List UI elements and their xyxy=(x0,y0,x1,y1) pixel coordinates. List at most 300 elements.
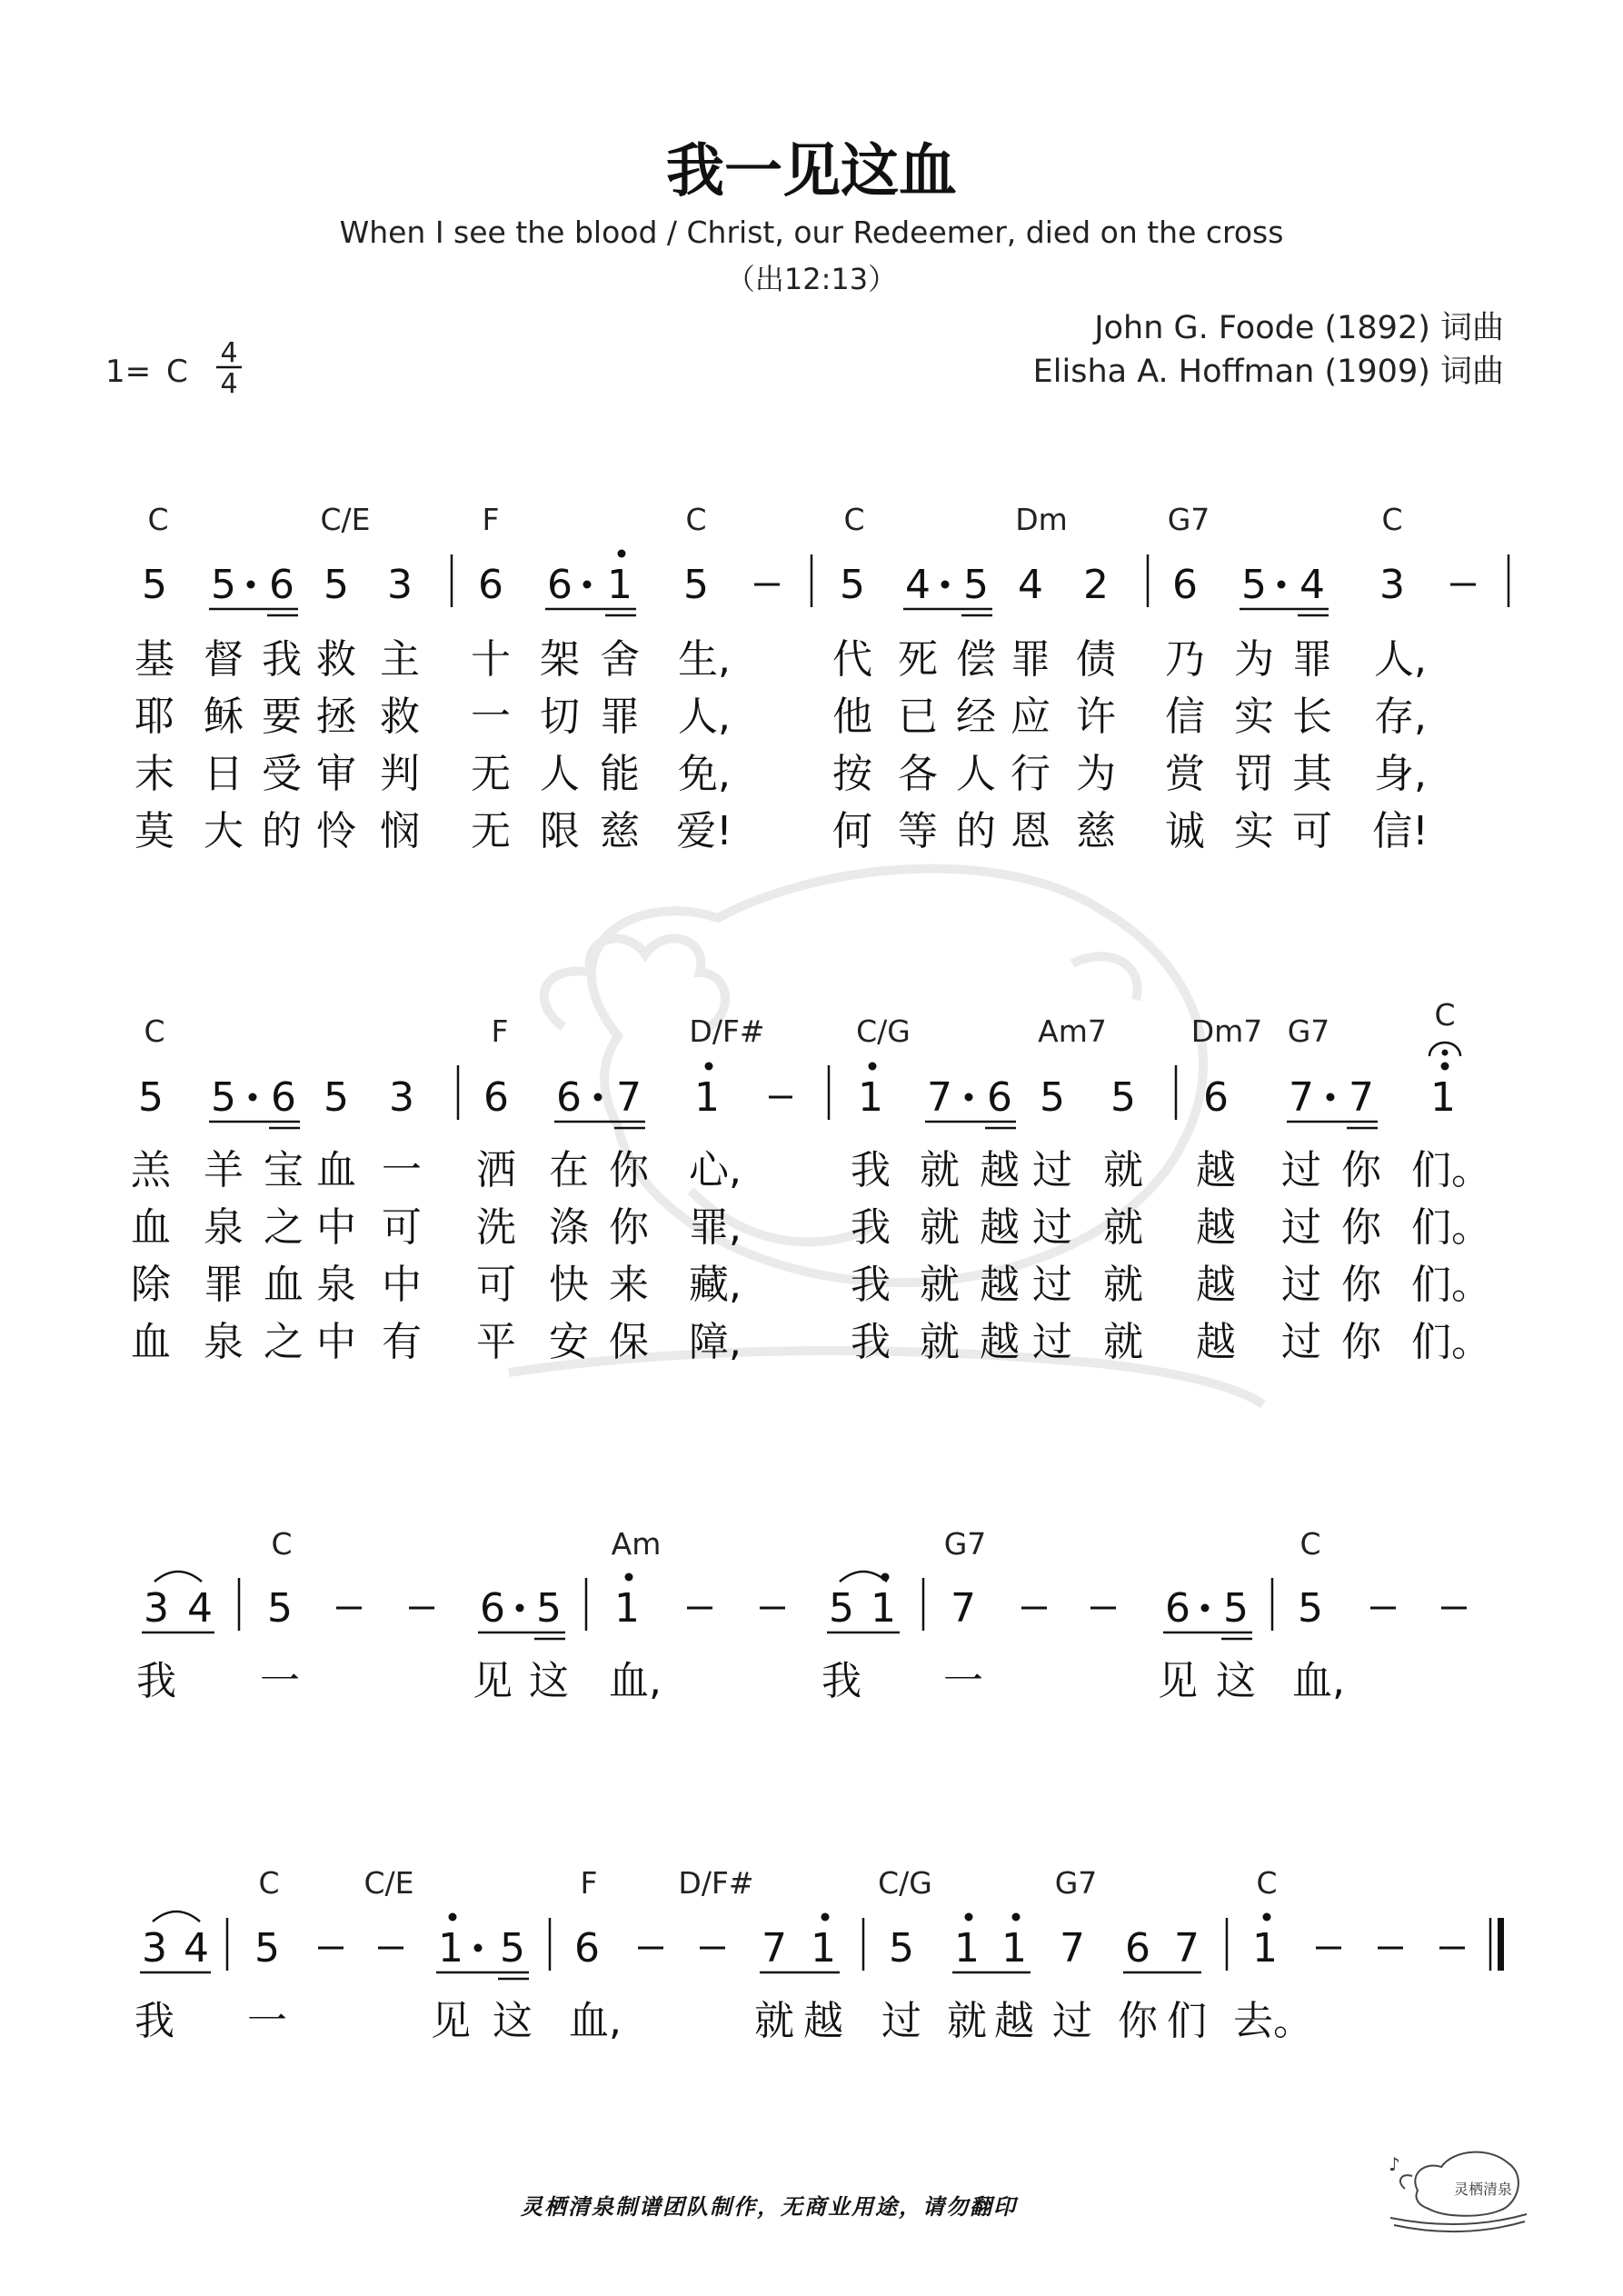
lyric-char: 许 xyxy=(1076,694,1116,740)
lyric-char: 诚 xyxy=(1165,808,1205,854)
lyric-char: 为 xyxy=(1234,636,1274,683)
chord-symbol: C xyxy=(144,1013,165,1049)
lyric-char: 就 xyxy=(754,1998,794,2044)
augmentation-dot xyxy=(247,581,255,589)
high-octave-dot xyxy=(705,1063,713,1071)
lyric-char: 来 xyxy=(609,1262,649,1308)
chord-symbol: C xyxy=(271,1526,293,1562)
lyric-char: 越 xyxy=(1196,1147,1236,1193)
lyric-char: 中 xyxy=(316,1204,356,1251)
augmentation-dot xyxy=(1327,1093,1335,1102)
chord-symbol: Am xyxy=(611,1526,662,1562)
note: 5 xyxy=(1223,1585,1249,1632)
lyric-char: 越 xyxy=(803,1998,843,2044)
lyric-char: 督 xyxy=(204,636,244,683)
chord-symbol: C xyxy=(1381,502,1403,537)
lyric-char: 心, xyxy=(689,1147,742,1193)
lyric-char: 主 xyxy=(380,636,420,683)
lyric-char: 见 xyxy=(473,1658,513,1704)
augmentation-dot xyxy=(1278,581,1286,589)
lyric-char: 我 xyxy=(134,1998,174,2044)
lyric-char: 债 xyxy=(1076,636,1116,683)
lyric-char: 安 xyxy=(549,1319,589,1365)
footer-notice: 灵栖清泉制谱团队制作，无商业用途，请勿翻印 xyxy=(521,2194,1017,2220)
chord-row-1 xyxy=(147,502,1402,537)
lyric-char: 过 xyxy=(1281,1204,1321,1251)
lyric-char: 末 xyxy=(134,751,174,797)
note: 5 xyxy=(683,562,709,608)
note: 5 xyxy=(324,562,349,608)
note: 4 xyxy=(184,1925,209,1972)
key-tonic: C xyxy=(166,354,188,390)
lyric-char: 代 xyxy=(832,636,872,683)
note: 1 xyxy=(1430,1074,1456,1121)
note: 1 xyxy=(858,1074,883,1121)
note: 6 xyxy=(478,562,503,608)
lyric-char: 罪 xyxy=(204,1262,244,1308)
note: 5 xyxy=(142,562,167,608)
lyric-char: 过 xyxy=(1052,1998,1092,2044)
lyric-char: 耶 xyxy=(134,694,174,740)
chord-symbol: Dm7 xyxy=(1190,1013,1263,1049)
chord-symbol: C xyxy=(147,502,169,537)
note: 5 xyxy=(500,1925,525,1972)
lyric-char: 我 xyxy=(262,636,302,683)
lyric-char: 罪 xyxy=(600,694,640,740)
system-1 xyxy=(134,502,1508,854)
lyric-char: 一 xyxy=(382,1147,422,1193)
note: 6 xyxy=(556,1074,582,1121)
lyric-char: 藏, xyxy=(689,1262,742,1308)
lyric-char: 为 xyxy=(1076,751,1116,797)
lyric-char: 血, xyxy=(569,1998,622,2044)
chord-symbol: Dm xyxy=(1015,502,1068,537)
lyric-char: 们。 xyxy=(1411,1204,1491,1251)
lyric-char: 涤 xyxy=(549,1204,589,1251)
lyric-char: 罪 xyxy=(1011,636,1050,683)
lyric-char: 平 xyxy=(476,1319,516,1365)
note: 7 xyxy=(1349,1074,1374,1121)
lyric-char: 障, xyxy=(689,1319,742,1365)
note: 5 xyxy=(211,1074,236,1121)
note: 6 xyxy=(574,1925,600,1972)
note: 6 xyxy=(547,562,573,608)
lyric-char: 过 xyxy=(1281,1147,1321,1193)
note: 3 xyxy=(1379,562,1405,608)
lyric-char: 舍 xyxy=(600,636,640,683)
lyric-char: 的 xyxy=(956,808,996,854)
lyric-char: 你 xyxy=(1341,1204,1381,1251)
lyric-char: 行 xyxy=(1011,751,1050,797)
lyric-char: 你 xyxy=(1341,1147,1381,1193)
lyric-char: 有 xyxy=(382,1319,422,1365)
lyric-char: 去。 xyxy=(1233,1998,1313,2044)
lyrics-block-2 xyxy=(131,1147,1491,1365)
notation-row-3 xyxy=(142,1572,1467,1639)
note: 2 xyxy=(1083,562,1109,608)
chord-row-3 xyxy=(271,1526,1320,1562)
notation-row-4 xyxy=(140,1912,1504,1979)
lyric-char: 救 xyxy=(316,636,356,683)
lyric-char: 偿 xyxy=(956,636,996,683)
lyric-char: 羊 xyxy=(204,1147,244,1193)
lyric-char: 见 xyxy=(431,1998,471,2044)
lyric-char: 生, xyxy=(678,636,731,683)
lyric-char: 我 xyxy=(851,1147,891,1193)
lyric-char: 我 xyxy=(136,1658,176,1704)
note: 5 xyxy=(138,1074,164,1121)
chord-symbol: Am7 xyxy=(1038,1013,1107,1049)
high-octave-dot xyxy=(869,1063,877,1071)
lyric-char: 赏 xyxy=(1165,751,1205,797)
high-octave-dot xyxy=(618,550,626,558)
note: 7 xyxy=(616,1074,642,1121)
lyric-char: 罪 xyxy=(1292,636,1332,683)
lyric-char: 血 xyxy=(316,1147,356,1193)
chord-symbol: C xyxy=(1434,997,1456,1033)
lyric-char: 慈 xyxy=(1076,808,1116,854)
lyric-char: 血 xyxy=(264,1262,304,1308)
chord-symbol: C xyxy=(1299,1526,1321,1562)
chord-symbol: F xyxy=(482,502,500,537)
lyric-char: 其 xyxy=(1292,751,1332,797)
lyric-char: 的 xyxy=(262,808,302,854)
lyric-char: 应 xyxy=(1011,694,1050,740)
lyric-char: 越 xyxy=(980,1262,1020,1308)
note: 1 xyxy=(614,1585,640,1632)
lyric-char: 快 xyxy=(549,1262,589,1308)
song-title: 我一见这血 xyxy=(666,138,957,205)
lyric-char: 宝 xyxy=(264,1147,304,1193)
lyric-char: 受 xyxy=(262,751,302,797)
note: 1 xyxy=(811,1925,836,1972)
lyric-char: 慈 xyxy=(600,808,640,854)
lyric-char: 越 xyxy=(994,1998,1034,2044)
lyric-char: 人, xyxy=(678,694,731,740)
time-signature-bottom: 4 xyxy=(220,368,238,400)
lyric-char: 中 xyxy=(316,1319,356,1365)
lyric-char: 能 xyxy=(600,751,640,797)
note: 3 xyxy=(389,1074,414,1121)
lyric-char: 这 xyxy=(529,1658,569,1704)
lyric-char: 实 xyxy=(1234,808,1274,854)
note: 6 xyxy=(1125,1925,1150,1972)
lyric-char: 经 xyxy=(956,694,996,740)
chord-symbol: D/F# xyxy=(678,1865,754,1901)
scripture-reference: （出12:13） xyxy=(725,262,898,296)
lyric-char: 就 xyxy=(920,1147,960,1193)
chord-symbol: F xyxy=(580,1865,598,1901)
note: 7 xyxy=(951,1585,976,1632)
lyric-char: 你 xyxy=(609,1204,649,1251)
final-barline-thick xyxy=(1498,1918,1504,1971)
high-octave-dot xyxy=(449,1913,457,1922)
lyric-char: 除 xyxy=(131,1262,171,1308)
lyric-char: 你 xyxy=(609,1147,649,1193)
lyric-char: 基 xyxy=(134,636,174,683)
lyric-char: 大 xyxy=(204,808,244,854)
slur xyxy=(154,1572,202,1582)
note: 7 xyxy=(1289,1074,1314,1121)
lyric-char: 就 xyxy=(1103,1319,1143,1365)
note: 5 xyxy=(963,562,989,608)
note: 6 xyxy=(1165,1585,1190,1632)
lyric-char: 泉 xyxy=(316,1262,356,1308)
lyric-char: 长 xyxy=(1292,694,1332,740)
note: 7 xyxy=(1174,1925,1200,1972)
lyric-char: 免, xyxy=(678,751,731,797)
lyric-char: 我 xyxy=(851,1262,891,1308)
augmentation-dot xyxy=(583,581,592,589)
lyric-char: 按 xyxy=(832,751,872,797)
note: 7 xyxy=(927,1074,952,1121)
lyric-char: 血 xyxy=(131,1204,171,1251)
lyric-char: 们 xyxy=(1167,1998,1207,2044)
system-3 xyxy=(136,1526,1467,1704)
lyric-char: 无 xyxy=(471,751,511,797)
note: 4 xyxy=(905,562,931,608)
lyric-char: 判 xyxy=(380,751,420,797)
note: 6 xyxy=(480,1585,505,1632)
system-4 xyxy=(134,1865,1504,2044)
chord-row-4 xyxy=(258,1865,1277,1901)
lyric-char: 你 xyxy=(1341,1262,1381,1308)
note: 1 xyxy=(1001,1925,1027,1972)
lyric-char: 就 xyxy=(1103,1204,1143,1251)
lyric-char: 越 xyxy=(980,1147,1020,1193)
lyric-char: 切 xyxy=(540,694,580,740)
slur xyxy=(840,1572,887,1582)
lyric-char: 见 xyxy=(1158,1658,1198,1704)
lyric-char: 过 xyxy=(881,1998,921,2044)
note: 6 xyxy=(483,1074,509,1121)
lyric-char: 越 xyxy=(1196,1319,1236,1365)
high-octave-dot xyxy=(821,1913,830,1922)
lyrics-block-3 xyxy=(136,1658,1345,1704)
note: 5 xyxy=(1298,1585,1323,1632)
lyric-char: 莫 xyxy=(134,808,174,854)
chord-symbol: G7 xyxy=(1054,1865,1098,1901)
note: 1 xyxy=(607,562,632,608)
augmentation-dot xyxy=(516,1604,524,1612)
sheep-logo-icon xyxy=(1389,2152,1527,2231)
lyric-char: 保 xyxy=(609,1319,649,1365)
lyric-char: 泉 xyxy=(204,1204,244,1251)
lyric-char: 信 xyxy=(1165,694,1205,740)
lyric-char: 稣 xyxy=(204,694,244,740)
note: 4 xyxy=(187,1585,213,1632)
note: 4 xyxy=(1299,562,1325,608)
lyric-char: 一 xyxy=(943,1658,983,1704)
note: 5 xyxy=(1241,562,1267,608)
lyric-char: 过 xyxy=(1032,1204,1072,1251)
chord-symbol: C/G xyxy=(878,1865,932,1901)
note: 5 xyxy=(211,562,236,608)
lyric-char: 我 xyxy=(851,1204,891,1251)
chord-symbol: G7 xyxy=(943,1526,987,1562)
lyric-char: 过 xyxy=(1032,1147,1072,1193)
note: 1 xyxy=(871,1585,896,1632)
note: 5 xyxy=(324,1074,349,1121)
lyric-char: 越 xyxy=(980,1204,1020,1251)
lyric-char: 人 xyxy=(540,751,580,797)
augmentation-dot xyxy=(474,1944,483,1952)
chord-symbol: D/F# xyxy=(689,1013,765,1049)
lyric-char: 就 xyxy=(920,1262,960,1308)
lyric-char: 我 xyxy=(851,1319,891,1365)
lyric-char: 一 xyxy=(471,694,511,740)
slur xyxy=(153,1912,200,1922)
lyric-char: 可 xyxy=(476,1262,516,1308)
lyric-char: 等 xyxy=(898,808,938,854)
augmentation-dot xyxy=(965,1093,973,1102)
lyric-char: 身, xyxy=(1374,751,1427,797)
lyric-char: 各 xyxy=(898,751,938,797)
high-octave-dot xyxy=(1012,1913,1021,1922)
chord-symbol: C xyxy=(258,1865,280,1901)
lyric-char: 拯 xyxy=(316,694,356,740)
note: 5 xyxy=(1110,1074,1136,1121)
chord-row-2 xyxy=(144,997,1455,1049)
chord-symbol: C/E xyxy=(320,502,371,537)
chord-symbol: G7 xyxy=(1287,1013,1330,1049)
lyric-char: 限 xyxy=(540,808,580,854)
note: 7 xyxy=(762,1925,787,1972)
time-signature-top: 4 xyxy=(220,337,238,369)
note: 6 xyxy=(987,1074,1012,1121)
credit-line-2: Elisha A. Hoffman (1909) 词曲 xyxy=(1032,354,1504,390)
notation-row-1 xyxy=(142,550,1508,616)
lyric-char: 之 xyxy=(264,1319,304,1365)
note: 5 xyxy=(889,1925,914,1972)
credit-line-1: John G. Foode (1892) 词曲 xyxy=(1094,310,1504,346)
note: 5 xyxy=(1040,1074,1065,1121)
lyrics-block-4 xyxy=(134,1998,1313,2044)
lyric-char: 中 xyxy=(382,1262,422,1308)
lyric-char: 洒 xyxy=(476,1147,516,1193)
lyric-char: 越 xyxy=(1196,1262,1236,1308)
note: 1 xyxy=(438,1925,463,1972)
augmentation-dot xyxy=(1201,1604,1210,1612)
note: 5 xyxy=(254,1925,280,1972)
note: 5 xyxy=(840,562,865,608)
high-octave-dot xyxy=(1263,1913,1271,1922)
lyric-char: 我 xyxy=(821,1658,861,1704)
lyric-char: 羔 xyxy=(131,1147,171,1193)
lyric-char: 十 xyxy=(471,636,511,683)
lyric-char: 在 xyxy=(549,1147,589,1193)
chord-symbol: C xyxy=(1256,1865,1278,1901)
note: 5 xyxy=(267,1585,293,1632)
note: 5 xyxy=(536,1585,562,1632)
lyric-char: 可 xyxy=(1292,808,1332,854)
lyric-char: 可 xyxy=(382,1204,422,1251)
lyric-char: 恩 xyxy=(1011,808,1050,854)
note: 6 xyxy=(1203,1074,1229,1121)
lyric-char: 悯 xyxy=(380,808,420,854)
note: 3 xyxy=(144,1585,169,1632)
chord-symbol: C xyxy=(685,502,707,537)
chord-symbol: C xyxy=(843,502,865,537)
lyric-char: 血, xyxy=(609,1658,662,1704)
lyric-char: 无 xyxy=(471,808,511,854)
lyric-char: 人, xyxy=(1374,636,1427,683)
lyric-char: 越 xyxy=(1196,1204,1236,1251)
english-subtitle: When I see the blood / Christ, our Redeemer, died on the cross xyxy=(339,215,1284,250)
lyric-char: 们。 xyxy=(1411,1147,1491,1193)
lyric-char: 过 xyxy=(1281,1319,1321,1365)
high-octave-dot xyxy=(625,1573,633,1582)
lyric-char: 实 xyxy=(1234,694,1274,740)
lyric-char: 罪, xyxy=(689,1204,742,1251)
lyric-char: 罚 xyxy=(1234,751,1274,797)
lyric-char: 血, xyxy=(1292,1658,1345,1704)
lyric-char: 死 xyxy=(898,636,938,683)
key-signature xyxy=(105,337,242,400)
lyric-char: 审 xyxy=(316,751,356,797)
lyric-char: 就 xyxy=(1103,1262,1143,1308)
music-note-icon: ♪ xyxy=(1389,2153,1400,2175)
lyric-char: 一 xyxy=(260,1658,300,1704)
high-octave-dot xyxy=(1441,1063,1449,1071)
system-2 xyxy=(131,997,1491,1365)
lyric-char: 他 xyxy=(832,694,872,740)
notation-row-2 xyxy=(138,1043,1460,1128)
lyric-char: 就 xyxy=(947,1998,987,2044)
key-label: 1= xyxy=(105,354,152,390)
note: 6 xyxy=(1172,562,1198,608)
note: 4 xyxy=(1018,562,1043,608)
lyric-char: 架 xyxy=(540,636,580,683)
lyric-char: 信! xyxy=(1372,808,1429,854)
lyric-char: 过 xyxy=(1032,1262,1072,1308)
lyric-char: 要 xyxy=(262,694,302,740)
note: 1 xyxy=(1252,1925,1278,1972)
lyric-char: 怜 xyxy=(316,808,356,854)
lyric-char: 人 xyxy=(956,751,996,797)
chord-symbol: C/E xyxy=(363,1865,414,1901)
lyric-char: 存, xyxy=(1374,694,1427,740)
note: 6 xyxy=(269,562,294,608)
lyric-char: 过 xyxy=(1032,1319,1072,1365)
lyric-char: 们。 xyxy=(1411,1262,1491,1308)
lyric-char: 就 xyxy=(920,1204,960,1251)
lyric-char: 日 xyxy=(204,751,244,797)
note: 3 xyxy=(387,562,413,608)
lyric-char: 就 xyxy=(1103,1147,1143,1193)
note: 1 xyxy=(694,1074,720,1121)
lyric-char: 爱! xyxy=(676,808,732,854)
lyric-char: 之 xyxy=(264,1204,304,1251)
lyric-char: 你 xyxy=(1118,1998,1158,2044)
fermata-dot xyxy=(1442,1050,1449,1056)
chord-symbol: F xyxy=(491,1013,509,1049)
note: 7 xyxy=(1060,1925,1085,1972)
note: 6 xyxy=(271,1074,296,1121)
lyric-char: 越 xyxy=(980,1319,1020,1365)
augmentation-dot xyxy=(249,1093,257,1102)
augmentation-dot xyxy=(941,581,950,589)
lyric-char: 你 xyxy=(1341,1319,1381,1365)
lyrics-block-1 xyxy=(134,636,1429,854)
lyric-char: 这 xyxy=(493,1998,533,2044)
lyric-char: 们。 xyxy=(1411,1319,1491,1365)
lyric-char: 乃 xyxy=(1165,636,1205,683)
lyric-char: 就 xyxy=(920,1319,960,1365)
lyric-char: 何 xyxy=(832,808,872,854)
chord-symbol: C/G xyxy=(856,1013,911,1049)
lyric-char: 这 xyxy=(1216,1658,1256,1704)
